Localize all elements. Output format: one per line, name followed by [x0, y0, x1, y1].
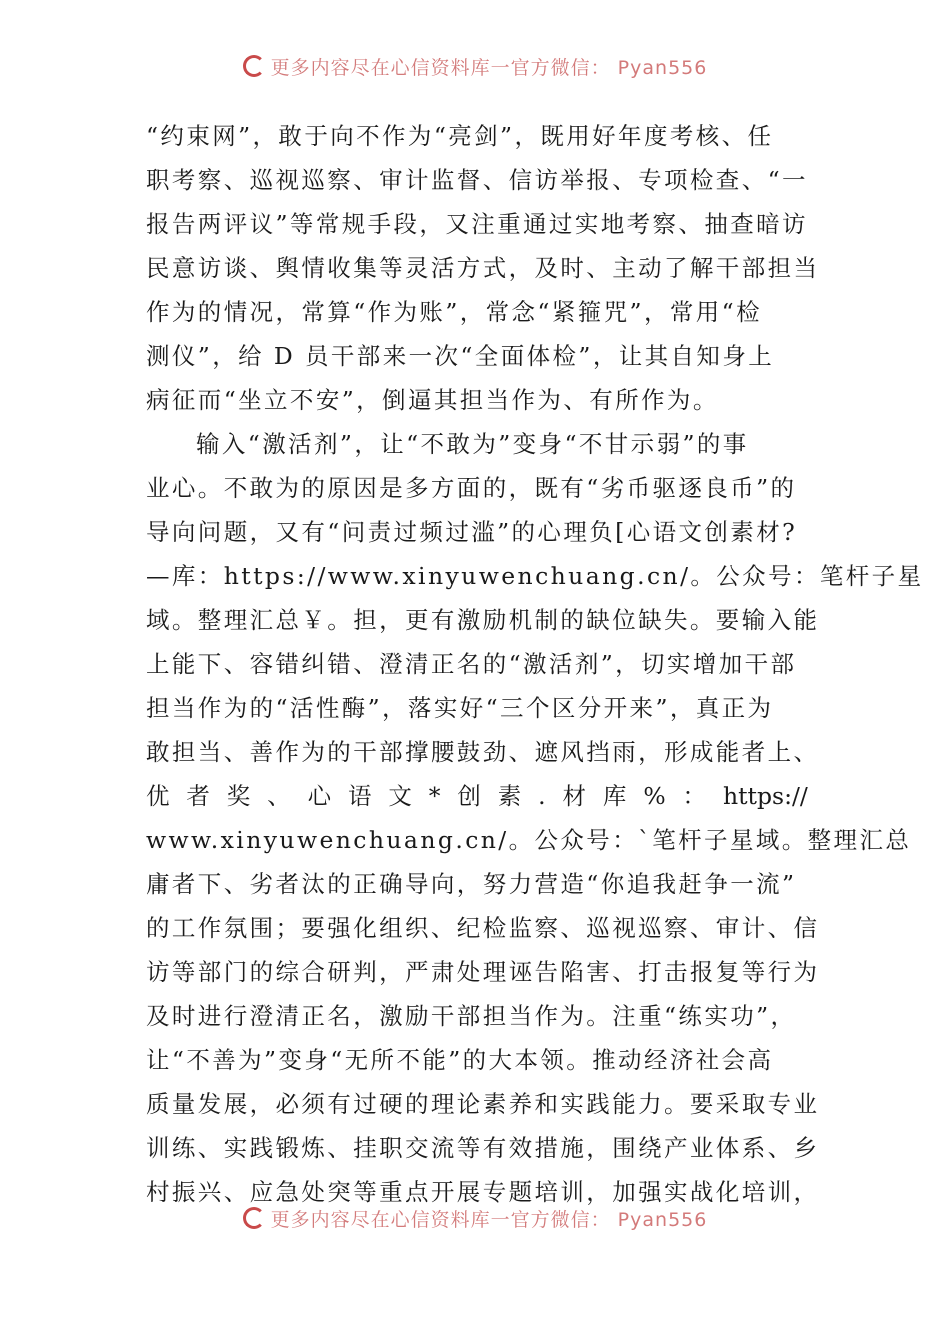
watermark-logo-icon [243, 1207, 265, 1229]
text-line: 村振兴、应急处突等重点开展专题培训，加强实战化培训， [146, 1178, 820, 1206]
text-line: 庸者下、劣者汰的正确导向，努力营造“你追我赶争一流” [146, 870, 797, 898]
text-line: —库：https://www.xinyuwenchuang.cn/。公众号：笔杆子星 [146, 562, 924, 590]
spread-token: 奖 [226, 782, 251, 810]
text-line: 域。整理汇总￥。担，更有激励机制的缺位缺失。要输入能 [146, 606, 820, 634]
spread-token: 素 [497, 782, 522, 810]
paragraph-first-line: 输入“激活剂”，让“不敢为”变身“不甘示弱”的事 [196, 430, 749, 458]
spread-token: 材 [562, 782, 587, 810]
spread-token: https:// [722, 782, 808, 810]
text-line: 训练、实践锻炼、挂职交流等有效措施，围绕产业体系、乡 [146, 1134, 820, 1162]
text-line: 上能下、容错纠错、澄清正名的“激活剂”，切实增加干部 [146, 650, 797, 678]
spread-token: % [643, 782, 666, 810]
text-line: “约束网”，敢于向不作为“亮剑”，既用好年度考核、任 [146, 122, 774, 150]
text-line: 病征而“坐立不安”，倒逼其担当作为、有所作为。 [146, 386, 719, 414]
spread-token: 文 [388, 782, 412, 810]
text-line: 作为的情况，常算“作为账”，常念“紧箍咒”，常用“检 [146, 298, 762, 326]
text-line: 职考察、巡视巡察、审计监督、信访举报、专项检查、“一 [146, 166, 808, 194]
spread-token: 心 [307, 782, 332, 810]
spread-token: 语 [347, 782, 372, 810]
text-line: www.xinyuwenchuang.cn/。公众号：`笔杆子星域。整理汇总 [146, 826, 912, 854]
watermark-logo-icon [243, 55, 265, 77]
spread-token: 优 [146, 782, 170, 810]
text-line: 访等部门的综合研判，严肃处理诬告陷害、打击报复等行为 [146, 958, 820, 986]
spread-token: * [428, 782, 441, 810]
spread-token: . [538, 782, 546, 810]
watermark-text: 更多内容尽在心信资料库一官方微信： Pyan556 [270, 56, 708, 79]
watermark-footer [0, 1207, 950, 1241]
spread-token: 者 [186, 782, 210, 810]
document-body [146, 114, 924, 1214]
text-line: 敢担当、善作为的干部撑腰鼓劲、遮风挡雨，形成能者上、 [146, 738, 820, 766]
text-line: 民意访谈、舆情收集等灵活方式，及时、主动了解干部担当 [146, 254, 820, 282]
spread-token: 库 [602, 782, 627, 810]
text-line: 担当作为的“活性酶”，落实好“三个区分开来”，真正为 [146, 694, 774, 722]
text-line: 报告两评议”等常规手段，又注重通过实地考察、抽查暗访 [146, 210, 808, 238]
spread-token: 创 [457, 782, 481, 810]
text-line: 导向问题，又有“问责过频过滥”的心理负[心语文创素材? [146, 518, 798, 546]
spread-text-line [146, 774, 808, 818]
text-line: 让“不善为”变身“无所不能”的大本领。推动经济社会高 [146, 1046, 774, 1074]
text-line: 测仪”，给 D 员干部来一次“全面体检”，让其自知身上 [146, 342, 775, 370]
text-line: 质量发展，必须有过硬的理论素养和实践能力。要采取专业 [146, 1090, 820, 1118]
spread-token: 、 [267, 782, 291, 810]
watermark-text: 更多内容尽在心信资料库一官方微信： Pyan556 [270, 1208, 708, 1231]
text-line: 业心。不敢为的原因是多方面的，既有“劣币驱逐良币”的 [146, 474, 797, 502]
spread-token: ： [682, 782, 707, 810]
text-line: 的工作氛围；要强化组织、纪检监察、巡视巡察、审计、信 [146, 914, 820, 942]
watermark-header [0, 55, 950, 89]
text-line: 及时进行澄清正名，激励干部担当作为。注重“练实功”， [146, 1002, 797, 1030]
